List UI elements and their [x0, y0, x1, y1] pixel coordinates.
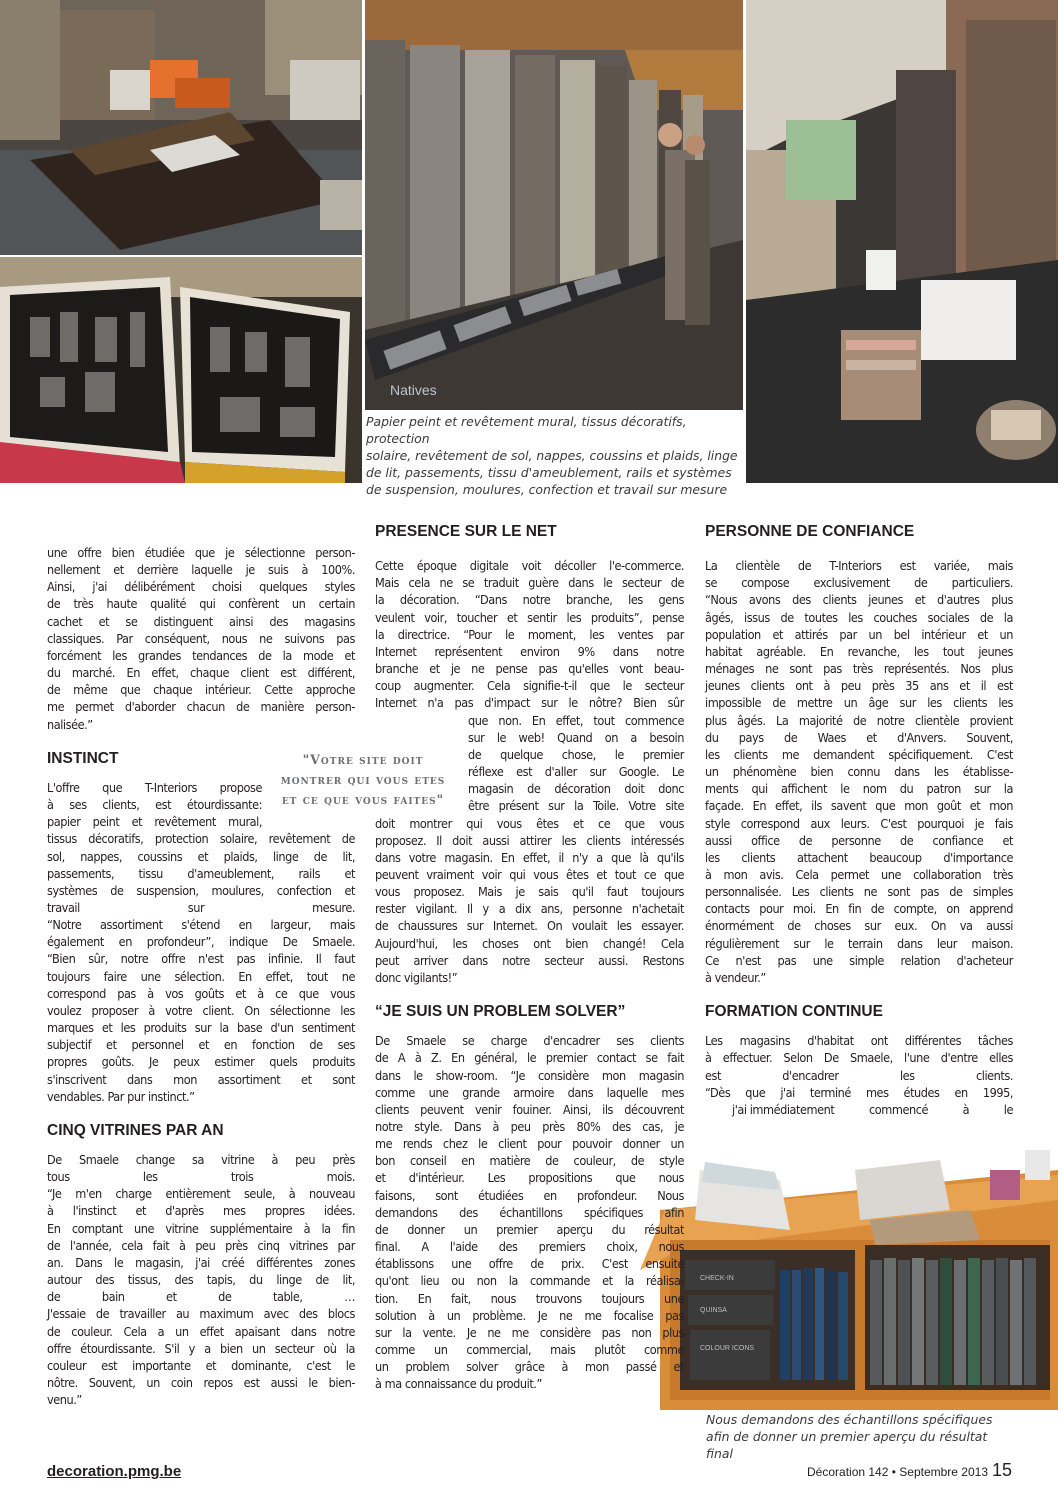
- caption-top-line: solaire, revêtement de sol, nappes, coussins et plaids, linge: [366, 448, 738, 463]
- caption-top: [366, 413, 744, 498]
- cinq-line: de couleur. Cela a un effet apaisant dans notre: [47, 1323, 355, 1339]
- intro-line: forcément les grandes tendances de la mode et: [47, 647, 355, 663]
- instinct-line: également en profondeur”, indique De Smaele.: [47, 934, 355, 950]
- formation-word: j'ai immédiatement: [732, 1101, 835, 1117]
- cinq-line: nôtre. Souvent, un coin repos est aussi le bien-: [47, 1375, 355, 1391]
- presence-line: peuvent vraiment voir qui vous êtes et tout ce que: [375, 866, 684, 882]
- presence-line: Cette époque digitale voit décoller l'e-commerce.: [375, 558, 684, 574]
- presence-line: doit montrer qui vous êtes et ce que vous: [375, 815, 684, 831]
- heading-formation: FORMATION CONTINUE: [705, 1003, 883, 1021]
- confiance-line: habitat agréable. En revanche, les tout jeunes: [705, 643, 1013, 659]
- wallpaper-showroom-photo: [365, 0, 743, 410]
- caption-top-line: de suspension, moulures, confection et travail sur mesure: [366, 482, 728, 497]
- problem-line: dans le show-room. “Je considère mon magasin: [375, 1067, 684, 1083]
- problem-line: sur la vente. Je ne me considère pas non plus: [375, 1324, 684, 1340]
- footer-issue: Décoration 142 • Septembre 2013: [807, 1465, 988, 1479]
- wallpaper-book-label: Natives: [390, 382, 437, 398]
- confiance-line: La clientèle de T-Interiors est variée, mais: [705, 558, 1013, 574]
- trimmings-book-photo: [0, 257, 362, 483]
- problem-line: qu'ont lieu ou non la commande et la réalisa-: [375, 1273, 684, 1289]
- problem-line: tion. En fait, nous trouvons toujours une: [375, 1290, 684, 1306]
- formation-line: “Dès que j'ai terminé mes études en 1995,: [705, 1084, 1013, 1100]
- heading-presence: PRESENCE SUR LE NET: [375, 523, 557, 540]
- presence-line: vous proposez. Mais je sais qu'il faut toujours: [375, 884, 684, 900]
- caption-bottom-line: Nous demandons des échantillons spécifiques: [706, 1412, 993, 1427]
- shelf-label-colour: COLOUR ICONS: [700, 1345, 755, 1352]
- presence-line: dans votre magasin. En effet, il n'y a que là qu'ils: [375, 849, 684, 865]
- problem-line: faisons, sont étudiées en profondeur. Nous: [375, 1187, 684, 1203]
- problem-line: comme un commercial, mais plutôt comme: [375, 1342, 684, 1358]
- presence-line: la décoration. “Dans notre branche, les gens: [375, 592, 684, 608]
- confiance-line: à vendeur.”: [705, 969, 766, 985]
- confiance-line: aussi office de personne de confiance et: [705, 832, 1013, 848]
- confiance-line: à mon avis. Cela permet une collaboration très: [705, 866, 1013, 882]
- presence-line: peut arriver dans notre secteur aussi. Restons: [375, 952, 684, 968]
- confiance-line: plus âgés. La majorité de notre clientèle provient: [705, 712, 1013, 728]
- problem-line: me rends chez le client pour pouvoir donner un: [375, 1136, 684, 1152]
- confiance-line: les clients attachent beaucoup d'importance: [705, 849, 1013, 865]
- formation-line: est d'encadrer les clients.: [705, 1067, 1013, 1083]
- instinct-line: voulez proposer à votre client. On sélectionne les: [47, 1002, 355, 1018]
- caption-bottom: [706, 1411, 1006, 1462]
- instinct-line: L'offre que T-Interiors propose: [47, 779, 262, 795]
- formation-line: Les magasins d'habitat ont différentes tâches: [705, 1033, 1013, 1049]
- caption-top-line: de lit, passements, tissu d'ameublement, rails et systèmes: [366, 465, 732, 480]
- instinct-line: tissus décoratifs, protection solaire, revêtement de: [47, 831, 355, 847]
- pull-quote-line: montrer qui vous etes: [280, 772, 446, 787]
- confiance-line: Ce n'est pas une simple relation d'acheteur: [705, 952, 1013, 968]
- heading-problem-solver: “JE SUIS UN PROBLEM SOLVER”: [375, 1003, 626, 1021]
- intro-line: Ainsi, j'ai délibérément choisi quelques styles: [47, 579, 355, 595]
- presence-line: Internet n'a pas d'impact sur le nôtre? Bien sûr: [375, 695, 684, 711]
- sample-shelf-photo: [640, 1150, 1058, 1410]
- instinct-line: “Bien sûr, notre offre n'est pas infinie. Il faut: [47, 951, 355, 967]
- problem-line: de A à Z. En général, le premier contact se fait: [375, 1050, 684, 1066]
- instinct-line: toujours faire une sélection. En effet, tout ne: [47, 968, 355, 984]
- pull-quote-line: "Votre site doit: [302, 752, 424, 767]
- problem-line: demandons des échantillons spécifiques afin: [375, 1204, 684, 1220]
- presence-wrap: [468, 712, 684, 815]
- instinct-line: vendables. Par pur instinct.”: [47, 1088, 195, 1104]
- problem-line: comme une grande armoire dans laquelle mes: [375, 1084, 684, 1100]
- confiance-line: énormément de choses sur eux. On va aussi: [705, 918, 1013, 934]
- presence-line: que non. En effet, tout commence: [468, 712, 684, 728]
- confiance-line: personnalisée. Les clients ne sont pas de simples: [705, 884, 1013, 900]
- instinct-line: à ses clients, est étourdissante:: [47, 797, 262, 813]
- confiance-line: ments qui affichent le nom du patron sur la: [705, 781, 1013, 797]
- problem-line: solution à un problème. Je ne me focalise pas: [375, 1307, 684, 1323]
- instinct-line: “Notre assortiment s'étend en largeur, mais: [47, 917, 355, 933]
- confiance-line: âgés, issus de toutes les couches sociales de la: [705, 609, 1013, 625]
- cinq-line: venu.”: [47, 1392, 82, 1408]
- formation-last-line: [705, 1101, 1013, 1118]
- confiance-line: ménages ne sont pas très représentés. Nos plus: [705, 661, 1013, 677]
- problem-line: bon conseil en matière de couleur, de style: [375, 1153, 684, 1169]
- cinq-line: à l'instinct et d'après mes propres idées.: [47, 1203, 355, 1219]
- problem-line: final. A l'aide des premiers choix, nous: [375, 1239, 684, 1255]
- column-3: [705, 523, 1013, 1118]
- shelf-label-checkin: CHECK-IN: [700, 1275, 734, 1282]
- presence-line: rester vigilant. Il y a dix ans, personne n'achetait: [375, 901, 684, 917]
- cinq-line: an. Dans le magasin, j'ai créé différentes zones: [47, 1254, 355, 1270]
- problem-line: un problem solver grâce à mon passé et: [375, 1359, 684, 1375]
- instinct-line: travail sur mesure.: [47, 899, 355, 915]
- instinct-line: s'inscrivent dans mon assortiment et sont: [47, 1071, 355, 1087]
- presence-line: veulent voir, toucher et sentir les produits”, pense: [375, 609, 684, 625]
- pull-quote-line: et ce que vous faites": [281, 792, 445, 807]
- confiance-line: jeunes clients ont à peu près 35 ans et il est: [705, 678, 1013, 694]
- presence-line: la directrice. “Pour le moment, les ventes par: [375, 626, 684, 642]
- instinct-line: correspond pas à vos goûts et à ce que vous: [47, 985, 355, 1001]
- formation-word: à: [962, 1101, 970, 1117]
- confiance-line: population et attirés par un bel intérieur et un: [705, 626, 1013, 642]
- column-2: [375, 523, 684, 1393]
- caption-top-line: Papier peint et revêtement mural, tissus décoratifs, protection: [366, 414, 687, 446]
- confiance-line: façade. En effet, ils savent que mon goût et mon: [705, 798, 1013, 814]
- instinct-line: marques et les produits sur la base d'un sentiment: [47, 1020, 355, 1036]
- confiance-line: un phénomène bien connu dans les établisse-: [705, 764, 1013, 780]
- confiance-line: style correspond aux leurs. C'est pourquoi je fais: [705, 815, 1013, 831]
- shelf-label-quinsa: QUINSA: [700, 1307, 727, 1314]
- presence-line: branche et je ne pense pas qu'elles vont beau-: [375, 661, 684, 677]
- intro-line: me permet d'aborder chacun de manière person-: [47, 699, 355, 715]
- confiance-line: régulièrement sur le terrain dans leur maison.: [705, 935, 1013, 951]
- cinq-line: En comptant une vitrine supplémentaire à la fin: [47, 1220, 355, 1236]
- intro-line: nalisée.”: [47, 716, 93, 732]
- cinq-line: “Je m'en charge entièrement seule, à nouveau: [47, 1186, 355, 1202]
- presence-line: Mais cela ne se traduit guère dans le secteur de: [375, 575, 684, 591]
- page-number: 15: [991, 1460, 1012, 1480]
- footer-website-link[interactable]: decoration.pmg.be: [47, 1463, 182, 1480]
- confiance-line: du pays de Waes et d'Anvers. Souvent,: [705, 729, 1013, 745]
- heading-cinq-vitrines: CINQ VITRINES PAR AN: [47, 1121, 224, 1139]
- intro-line: nellement et derrière laquelle je suis à 100%.: [47, 562, 355, 578]
- presence-line: réflexe est d'aller sur Google. Le: [468, 764, 684, 780]
- store-interior-photo: [746, 0, 1058, 483]
- problem-line: et d'intérieur. Les propositions que nous: [375, 1170, 684, 1186]
- intro-line: de très haute qualité qui confèrent un certain: [47, 596, 355, 612]
- problem-line: établissons une offre de prix. C'est ensuite: [375, 1256, 684, 1272]
- cinq-line: De Smaele change sa vitrine à peu près: [47, 1152, 355, 1167]
- instinct-line: systèmes de suspension, moulures, confection et: [47, 882, 355, 898]
- presence-line: magasin de décoration doit donc: [468, 781, 684, 797]
- formation-word: commencé: [869, 1101, 929, 1117]
- problem-line: notre style. Dans à peu près 80% des cas, je: [375, 1119, 684, 1134]
- instinct-line: sol, nappes, coussins et plaids, linge de lit,: [47, 848, 355, 864]
- presence-line: de quelque chose, le premier: [468, 746, 684, 762]
- cinq-line: de bain et de table, …: [47, 1289, 355, 1305]
- cinq-line: tous les trois mois.: [47, 1169, 355, 1185]
- problem-line: de donner un premier aperçu du résultat: [375, 1221, 684, 1237]
- formation-word: le: [1003, 1101, 1013, 1117]
- cinq-line: autour des tissus, des tapis, du linge de lit,: [47, 1272, 355, 1288]
- heading-instinct: INSTINCT: [47, 749, 119, 767]
- intro-line: du marché. En effet, chaque client est différent,: [47, 665, 355, 681]
- intro-line: de même que chaque intérieur. Cette approche: [47, 682, 355, 698]
- heading-confiance: PERSONNE DE CONFIANCE: [705, 523, 915, 540]
- confiance-line: “Nous avons des clients jeunes et d'autres plus: [705, 592, 1013, 608]
- presence-line: coup augmenter. Cela signifie-t-il que le secteur: [375, 678, 684, 694]
- intro-line: cachet et se distinguent ainsi des magasins: [47, 613, 355, 629]
- formation-line: à effectuer. Selon De Smaele, l'une d'entre elles: [705, 1050, 1013, 1066]
- bedroom-photo: [0, 0, 362, 255]
- cinq-line: couleur est importante et dominante, c'est le: [47, 1357, 355, 1373]
- column-1: [47, 544, 355, 1408]
- instinct-line: subjectif et personnel et en fonction de ses: [47, 1037, 355, 1053]
- presence-line: Internet représentent environ 9% dans notre: [375, 643, 684, 659]
- confiance-line: se compose exclusivement de particuliers.: [705, 575, 1013, 591]
- cinq-line: offre étourdissante. S'il y a bien un secteur où la: [47, 1340, 355, 1356]
- presence-line: sur le web! Quand on a besoin: [468, 729, 684, 745]
- presence-line: de chaussures sur Internet. On voulait les essayer.: [375, 918, 684, 934]
- intro-line: classiques. Par conséquent, nous ne suivons pas: [47, 630, 355, 646]
- problem-line: à ma connaissance du produit.”: [375, 1376, 542, 1392]
- presence-line: proposez. Il doit aussi attirer les clients intéressés: [375, 832, 684, 848]
- confiance-line: impossible de mettre un âge sur les clients les: [705, 695, 1013, 711]
- problem-line: De Smaele se charge d'encadrer ses clients: [375, 1033, 684, 1049]
- confiance-line: les clients me demandent spécifiquement. C'est: [705, 746, 1013, 762]
- presence-line: donc vigilants!”: [375, 969, 458, 985]
- instinct-line: propres goûts. Je peux estimer quels produits: [47, 1054, 355, 1070]
- instinct-line: passements, tissu d'ameublement, rails et: [47, 865, 355, 881]
- problem-line: clients peuvent venir fouiner. Ainsi, ils découvrent: [375, 1101, 684, 1117]
- cinq-line: de l'année, cela fait à peu près cinq vitrines par: [47, 1237, 355, 1253]
- caption-bottom-line: afin de donner un premier aperçu du résultat final: [706, 1429, 988, 1461]
- cinq-line: J'essaie de travailler au maximum avec des blocs: [47, 1306, 355, 1322]
- presence-line: Aujourd'hui, les choses ont bien changé! Cela: [375, 935, 684, 951]
- instinct-line: papier peint et revêtement mural,: [47, 814, 262, 830]
- confiance-line: contacts pour moi. En fin de compte, on apprend: [705, 901, 1013, 917]
- presence-line: être présent sur la Toile. Votre site: [468, 798, 684, 814]
- intro-line: une offre bien étudiée que je sélectionne person-: [47, 545, 355, 560]
